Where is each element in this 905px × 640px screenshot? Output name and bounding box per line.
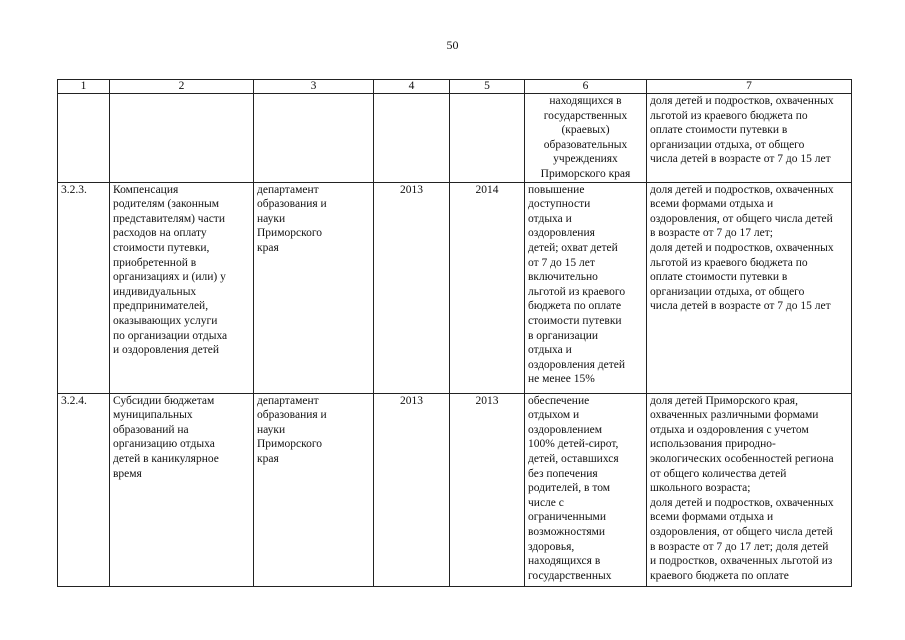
table-row: [58, 393, 852, 586]
indicator: доля детей и подростков, охваченных всеми формами отдыха и оздоровления, от общего числа детей в возрасте от 7 до 17 лет; доля детей и подростков, охваченных льготой из краевого бюджета по оплате стоимости путевки в организации отдыха, от общего числа детей в возрасте от 7 до 15 лет: [647, 182, 852, 393]
column-number: 3: [254, 80, 374, 94]
column-number: 5: [450, 80, 525, 94]
measure-name: Субсидии бюджетам муниципальных образований на организацию отдыха детей в каникулярное время: [110, 393, 254, 586]
measure-number: 3.2.3.: [58, 182, 110, 393]
end-year: 2013: [450, 393, 525, 586]
expected-result: повышение доступности отдыха и оздоровления детей; охват детей от 7 до 15 лет включительно льготой из краевого бюджета по оплате стоимости путевки в организации отдыха и оздоровления детей не менее 15%: [525, 182, 647, 393]
executor: департамент образования и науки Приморского края: [254, 393, 374, 586]
indicator: доля детей и подростков, охваченных льготой из краевого бюджета по оплате стоимости путевки в организации отдыха, от общего числа детей в возрасте от 7 до 15 лет: [647, 94, 852, 183]
measure-name: [110, 94, 254, 183]
column-number: 6: [525, 80, 647, 94]
measure-number: [58, 94, 110, 183]
end-year: [450, 94, 525, 183]
measure-number: 3.2.4.: [58, 393, 110, 586]
column-number-row: [58, 80, 852, 94]
column-number: 4: [374, 80, 450, 94]
start-year: 2013: [374, 393, 450, 586]
start-year: [374, 94, 450, 183]
table-row: [58, 182, 852, 393]
start-year: 2013: [374, 182, 450, 393]
page-number: 50: [446, 38, 459, 52]
executor: департамент образования и науки Приморского края: [254, 182, 374, 393]
column-number: 7: [647, 80, 852, 94]
expected-result: обеспечение отдыхом и оздоровлением 100% детей-сирот, детей, оставшихся без попечения родителей, в том числе с ограниченными возможностями здоровья, находящихся в государственных: [525, 393, 647, 586]
measure-name: Компенсация родителям (законным представителям) части расходов на оплату стоимости путевки, приобретенной в организациях и (или) у индивидуальных предпринимателей, оказывающих услуги по организации отдыха и оздоровления детей: [110, 182, 254, 393]
column-number: 2: [110, 80, 254, 94]
end-year: 2014: [450, 182, 525, 393]
expected-result: находящихся в государственных (краевых) образовательных учреждениях Приморского края: [525, 94, 647, 183]
column-number: 1: [58, 80, 110, 94]
indicator: доля детей Приморского края, охваченных различными формами отдыха и оздоровления с учетом использования природно- экологических особенностей региона от общего количества детей школьного возраста; доля детей и подростков, охваченных всеми формами отдыха и оздоровления, от общего числа детей в возрасте от 7 до 17 лет; доля детей и подростков, охваченных льготой из краевого бюджета по оплате: [647, 393, 852, 586]
table-row: [58, 94, 852, 183]
measures-table: [57, 79, 852, 587]
executor: [254, 94, 374, 183]
